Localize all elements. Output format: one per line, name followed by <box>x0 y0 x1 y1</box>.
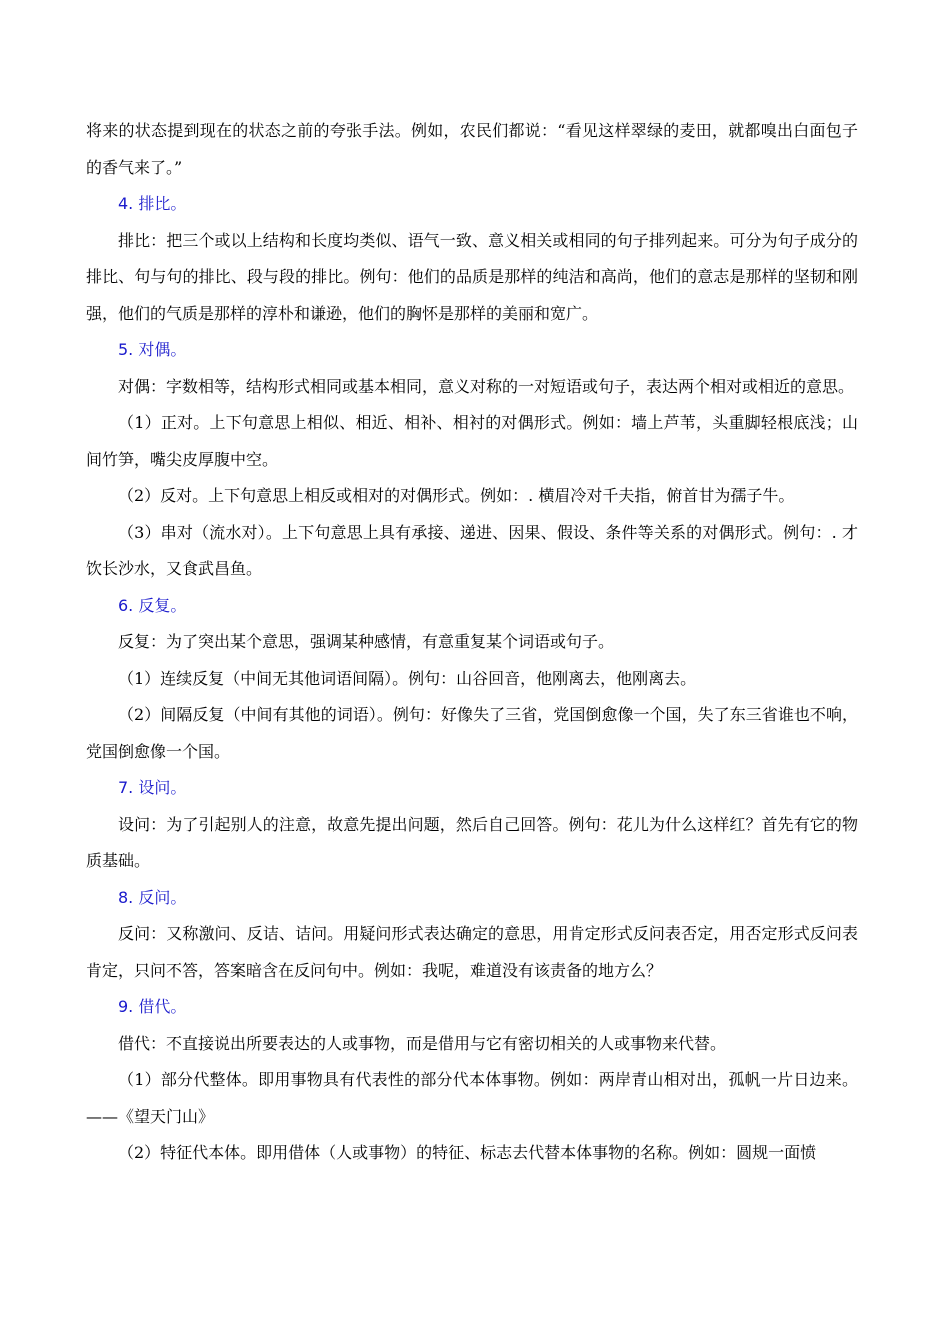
paragraph-antithesis-type-3: （3）串对（流水对）。上下句意思上具有承接、递进、因果、假设、条件等关系的对偶形式。例句：. 才饮长沙水，又食武昌鱼。 <box>86 522 858 578</box>
heading-antithesis: 5. 对偶。 <box>118 340 187 359</box>
heading-parallelism: 4. 排比。 <box>118 194 187 213</box>
heading-hypophora: 7. 设问。 <box>118 778 187 797</box>
paragraph-rhetorical-question-definition: 反问：又称激问、反诘、诘问。用疑问形式表达确定的意思，用肯定形式反问表否定，用否定形式反问表肯定，只问不答，答案暗含在反问句中。例如：我呢，难道没有该责备的地方么？ <box>86 924 858 980</box>
paragraph-repetition-type-1: （1）连续反复（中间无其他词语间隔）。例句：山谷回音，他刚离去，他刚离去。 <box>118 668 697 688</box>
paragraph-metonymy-type-1: （1）部分代整体。即用事物具有代表性的部分代本体事物。例如：两岸青山相对出，孤帆一片日边来。——《望天门山》 <box>86 1070 858 1126</box>
paragraph-parallelism-definition: 排比：把三个或以上结构和长度均类似、语气一致、意义相关或相同的句子排列起来。可分为句子成分的排比、句与句的排比、段与段的排比。例句：他们的品质是那样的纯洁和高尚，他们的意志是那样的坚韧和刚强，他们的气质是那样的淳朴和谦逊，他们的胸怀是那样的美丽和宽广。 <box>86 230 858 323</box>
paragraph-antithesis-definition: 对偶：字数相等，结构形式相同或基本相同，意义对称的一对短语或句子，表达两个相对或相近的意思。 <box>118 376 855 396</box>
document-body <box>86 113 858 1172</box>
paragraph-antithesis-type-1: （1）正对。上下句意思上相似、相近、相补、相衬的对偶形式。例如：墙上芦苇，头重脚轻根底浅；山间竹笋，嘴尖皮厚腹中空。 <box>86 413 858 469</box>
paragraph-repetition-type-2: （2）间隔反复（中间有其他的词语）。例句：好像失了三省，党国倒愈像一个国，失了东三省谁也不响，党国倒愈像一个国。 <box>86 705 858 761</box>
paragraph-metonymy-type-2: （2）特征代本体。即用借体（人或事物）的特征、标志去代替本体事物的名称。例如：圆规一面愤 <box>118 1143 817 1162</box>
heading-rhetorical-question: 8. 反问。 <box>118 887 187 907</box>
paragraph-hypophora-definition: 设问：为了引起别人的注意，故意先提出问题，然后自己回答。例句：花儿为什么这样红？首先有它的物质基础。 <box>86 814 858 870</box>
paragraph-hyperbole-continuation: 将来的状态提到现在的状态之前的夸张手法。例如，农民们都说：“看见这样翠绿的麦田，就都嗅出白面包子的香气来了。” <box>86 121 858 177</box>
heading-metonymy: 9. 借代。 <box>118 997 187 1016</box>
paragraph-metonymy-definition: 借代：不直接说出所要表达的人或事物，而是借用与它有密切相关的人或事物来代替。 <box>118 1033 727 1053</box>
paragraph-antithesis-type-2: （2）反对。上下句意思上相反或相对的对偶形式。例如：. 横眉冷对千夫指，俯首甘为孺子牛。 <box>118 486 795 505</box>
heading-repetition: 6. 反复。 <box>118 595 187 615</box>
paragraph-repetition-definition: 反复：为了突出某个意思，强调某种感情，有意重复某个词语或句子。 <box>118 632 615 651</box>
